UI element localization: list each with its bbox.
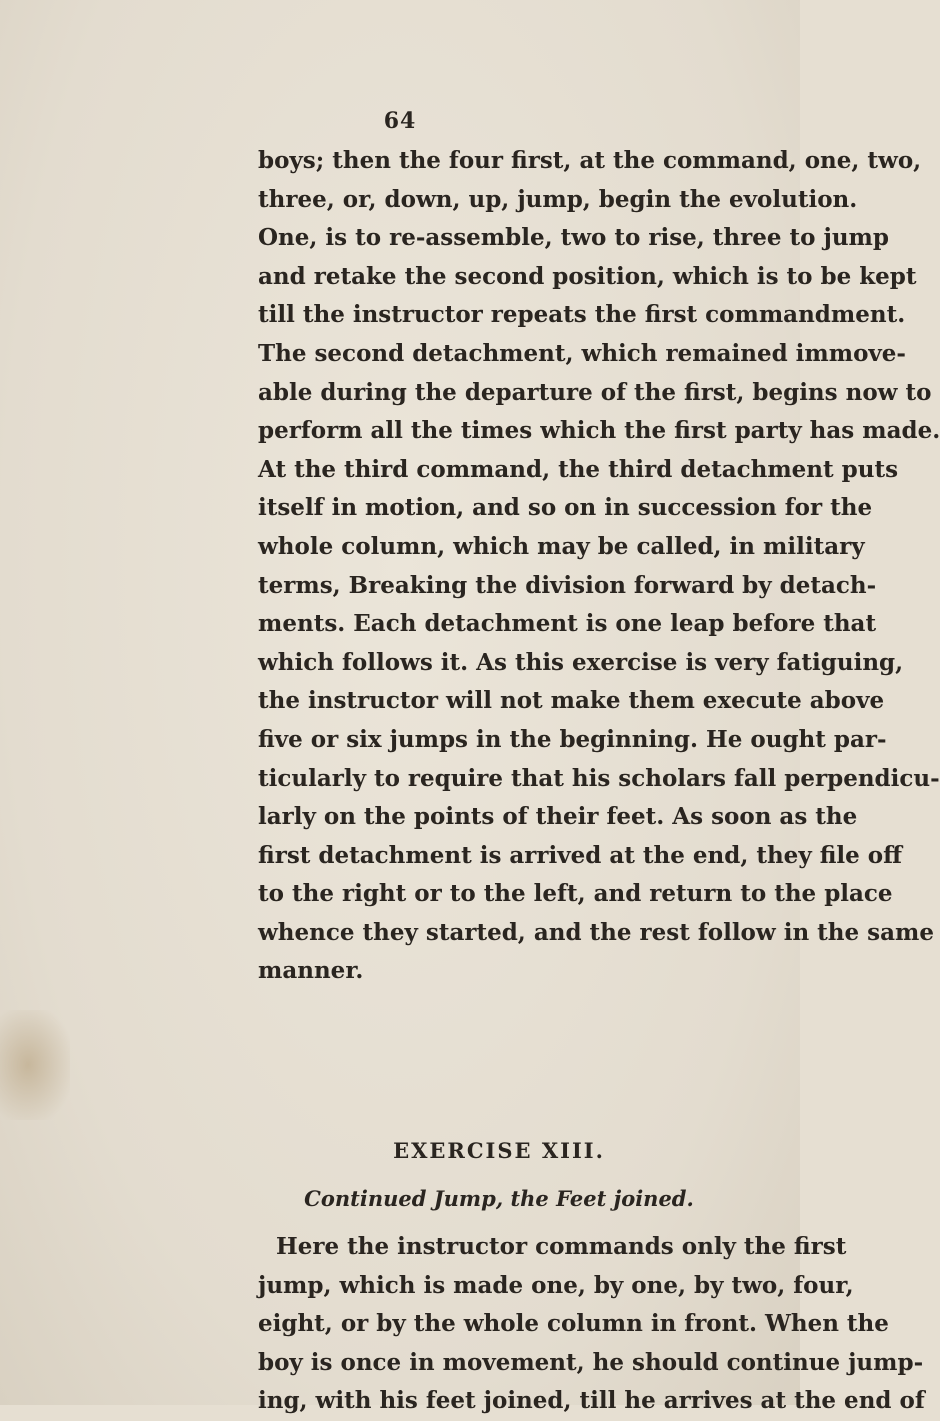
text-line: perform all the times which the first party has made. (258, 417, 940, 445)
text-line: three, or, down, up, jump, begin the evolution. (258, 185, 858, 213)
text-line: boy is once in movement, he should continue jump- (258, 1348, 924, 1376)
text-line: terms, Breaking the division forward by detach- (258, 571, 877, 599)
text-line: which follows it. As this exercise is very fatiguing, (258, 648, 904, 676)
text-line: At the third command, the third detachment puts (258, 455, 899, 483)
exercise-subheading: Continued Jump, the Feet joined. (304, 1186, 694, 1211)
text-line: first detachment is arrived at the end, they file off (258, 841, 903, 869)
page-stain (0, 1010, 70, 1120)
text-line: ticularly to require that his scholars fall perpendicu- (258, 764, 940, 792)
exercise-heading: EXERCISE XIII. (393, 1138, 605, 1163)
text-line: five or six jumps in the beginning. He ought par- (258, 725, 887, 753)
text-line: larly on the points of their feet. As soon as the (258, 803, 858, 831)
text-line: whence they started, and the rest follow in the same (258, 918, 934, 946)
text-line: whole column, which may be called, in military (258, 532, 865, 560)
paragraph-exercise (258, 1228, 925, 1421)
text-line: the instructor will not make them execute above (258, 687, 885, 715)
text-line: ing, with his feet joined, till he arrives at the end of (258, 1387, 925, 1415)
text-line: boys; then the four first, at the command, one, two, (258, 147, 922, 174)
text-line: manner. (258, 957, 364, 985)
text-line: able during the departure of the first, begins now to (258, 378, 932, 406)
text-line: The second detachment, which remained immove- (258, 339, 906, 367)
text-line: and retake the second position, which is to be kept (258, 262, 917, 290)
text-line: till the instructor repeats the first commandment. (258, 301, 906, 329)
text-line: ments. Each detachment is one leap before that (258, 610, 877, 638)
text-line: to the right or to the left, and return to the place (258, 880, 893, 908)
paragraph-main (258, 142, 940, 991)
text-line: One, is to re-assemble, two to rise, three to jump (258, 224, 889, 252)
text-line: Here the instructor commands only the first (276, 1233, 847, 1260)
text-line: itself in motion, and so on in succession for the (258, 494, 873, 522)
text-line: eight, or by the whole column in front. When the (258, 1310, 889, 1338)
text-line: jump, which is made one, by one, by two, four, (258, 1271, 854, 1299)
page-number: 64 (383, 108, 417, 134)
